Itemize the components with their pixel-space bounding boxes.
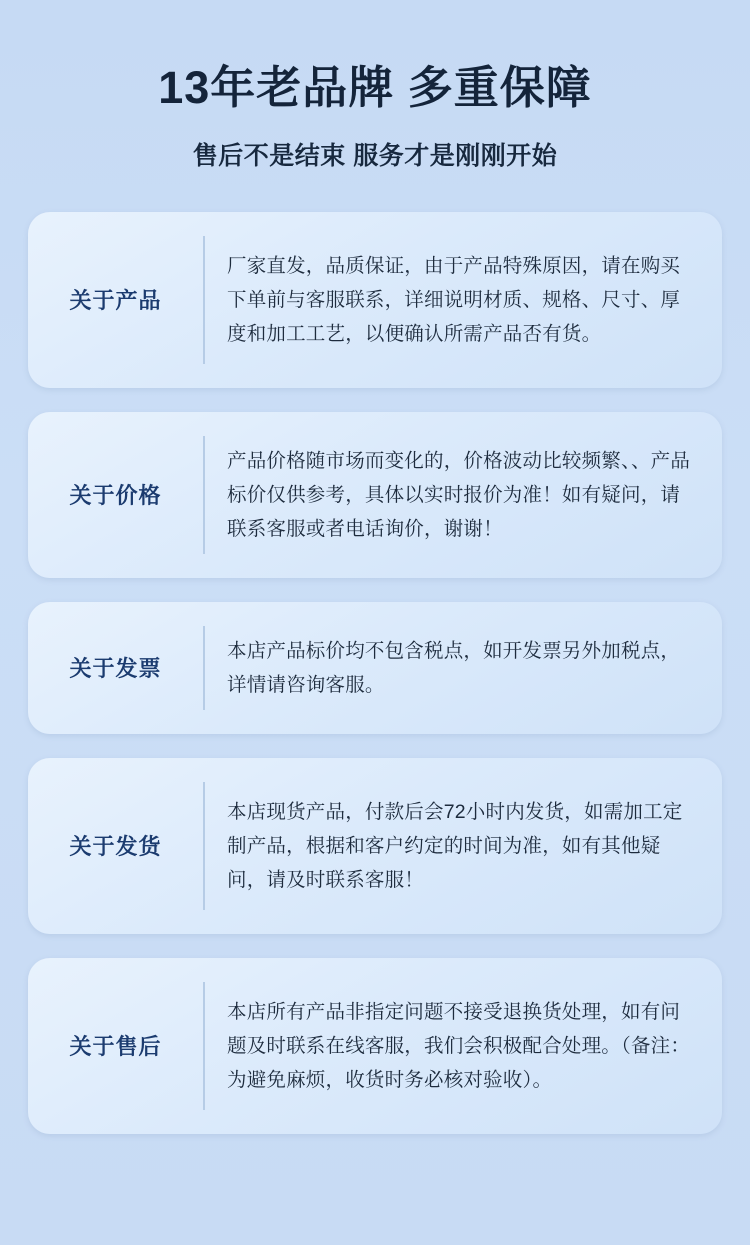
info-card-list [28,212,722,1134]
vertical-divider [203,436,205,554]
info-card-text: 本店产品标价均不包含税点，如开发票另外加税点，详情请咨询客服。 [227,639,681,696]
info-card-label: 关于价格 [69,483,162,509]
info-card-label: 关于产品 [69,288,162,314]
info-card-label: 关于发票 [69,656,162,682]
page-title: 13年老品牌 多重保障 [158,62,592,113]
info-card-text: 产品价格随市场而变化的，价格波动比较频繁、、产品标价仅供参考，具体以实时报价为准！如有疑问，请联系客服或者电话询价，谢谢！ [227,449,691,540]
vertical-divider [203,982,205,1110]
vertical-divider [203,236,205,364]
info-card-price [28,412,722,578]
info-card-text: 本店所有产品非指定问题不接受退换货处理，如有问题及时联系在线客服，我们会积极配合处理。（备注：为避免麻烦，收货时务必核对验收）。 [227,1000,691,1091]
page-header [28,0,722,172]
info-card-shipping [28,758,722,934]
info-card-text: 厂家直发，品质保证，由于产品特殊原因，请在购买下单前与客服联系，详细说明材质、规格、尺寸、厚度和加工工艺，以便确认所需产品否有货。 [227,254,681,345]
vertical-divider [203,626,205,710]
info-card-label: 关于发货 [69,834,162,860]
info-card-product [28,212,722,388]
info-card-label: 关于售后 [69,1034,162,1060]
info-card-invoice [28,602,722,734]
info-card-after-sales [28,958,722,1134]
page-subtitle: 售后不是结束 服务才是刚刚开始 [192,141,558,170]
vertical-divider [203,782,205,910]
info-card-text: 本店现货产品，付款后会72小时内发货，如需加工定制产品，根据和客户约定的时间为准，如有其他疑问，请及时联系客服！ [227,800,683,891]
